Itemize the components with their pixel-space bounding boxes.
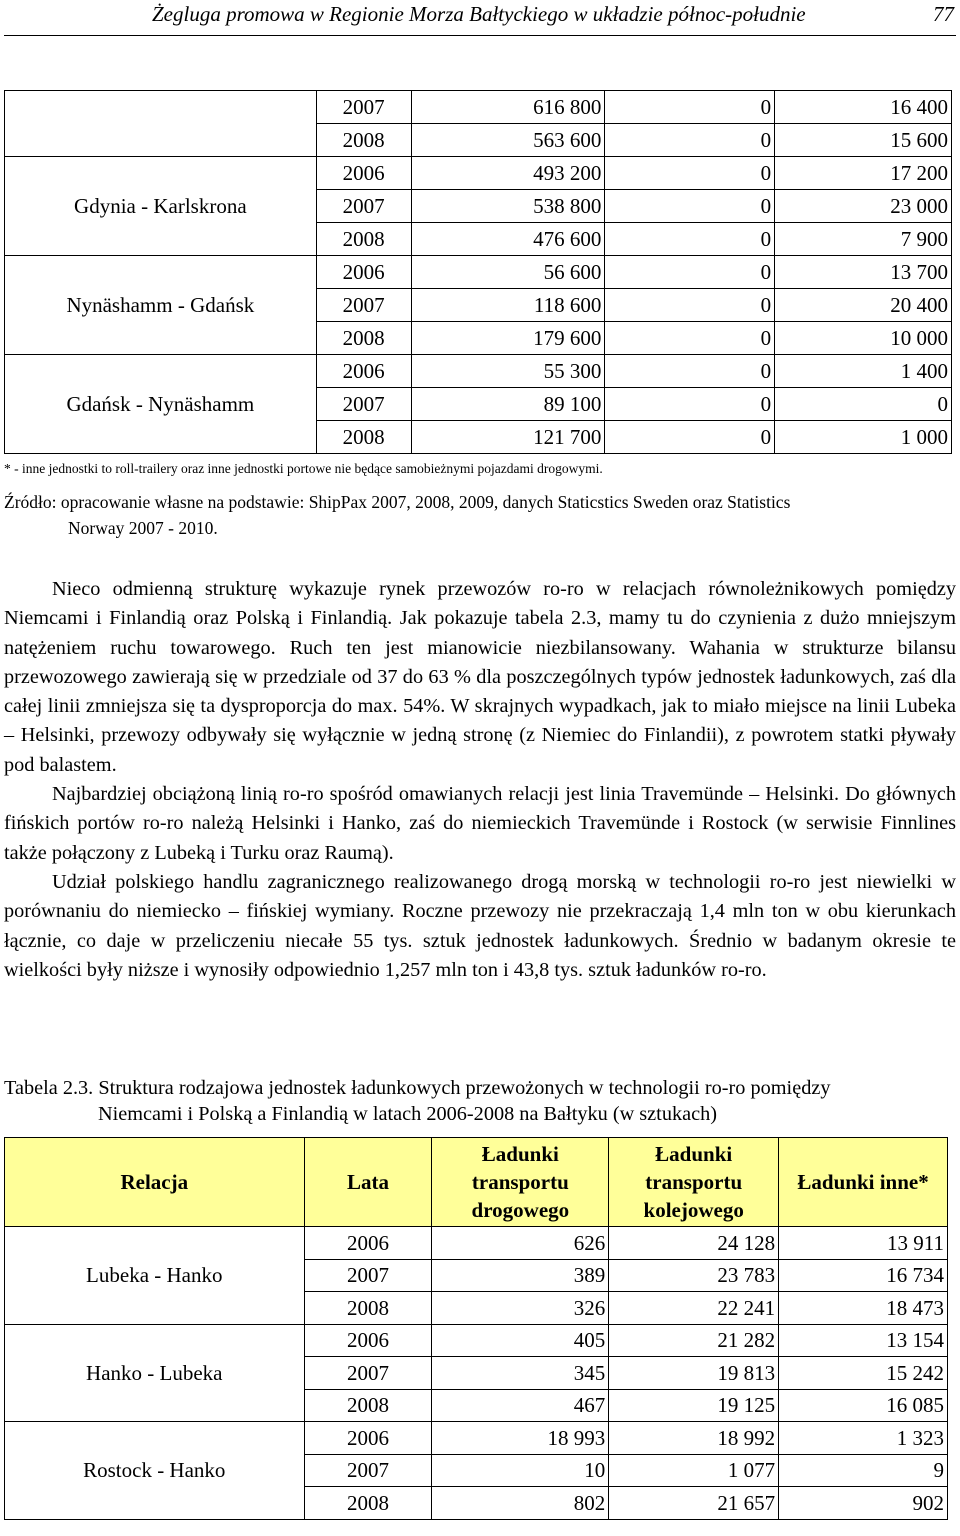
table-cell-value: 1 323 (779, 1422, 948, 1455)
table-cell-year: 2007 (304, 1259, 432, 1292)
column-header: Lata (304, 1138, 432, 1227)
column-header: Relacja (5, 1138, 305, 1227)
table-cell-year: 2008 (304, 1389, 432, 1422)
table-footnote: * - inne jednostki to roll-trailery oraz inne jednostki portowe nie będące samobieżnymi pojazdami drogowymi. (4, 461, 603, 476)
table-cell-value: 0 (605, 289, 775, 322)
table-cell-value: 476 600 (411, 223, 605, 256)
table-cell-value: 0 (605, 256, 775, 289)
table-row (5, 355, 952, 388)
table-cell-year: 2007 (304, 1454, 432, 1487)
paragraph: Najbardziej obciążoną linią ro-ro spośród omawianych relacji jest linia Travemünde – Helsinki. Do głównych fińskich portów ro-ro należą Helsinki i Hanko, zaś do niemieckich Travemünde i Rostock (w serwisie Finnlines także połączony z Lubeką i Turku oraz Raumą). (4, 783, 956, 864)
table-cell-year: 2006 (316, 355, 411, 388)
table-cell-value: 55 300 (411, 355, 605, 388)
table-cargo-structure (4, 1137, 948, 1520)
table-cell-year: 2006 (316, 256, 411, 289)
table-cell-value: 389 (432, 1259, 609, 1292)
page-number: 77 (933, 2, 954, 26)
table-cell-year: 2006 (304, 1422, 432, 1455)
table-row (5, 91, 952, 124)
table-cell-value: 21 657 (609, 1487, 779, 1520)
table-cell-year: 2007 (316, 289, 411, 322)
paragraph: Udział polskiego handlu zagranicznego realizowanego drogą morską w technologii ro-ro jest niewielki w porównaniu do niemiecko – fińskiej wymiany. Roczne przewozy nie przekraczają 1,4 mln ton w obu kierunkach łącznie, co daje w przeliczeniu niecałe 55 tys. sztuk jednostek ładunkowych. Średnio w badanym okresie te wielkości były niższe i wynosiły odpowiednio 1,257 mln ton i 43,8 tys. sztuk ładunków ro-ro. (4, 870, 956, 981)
table-cell-value: 467 (432, 1389, 609, 1422)
table-cell-value: 21 282 (609, 1324, 779, 1357)
table-cell-year: 2008 (316, 421, 411, 454)
caption-line: Tabela 2.3. Struktura rodzajowa jednostek ładunkowych przewożonych w technologii ro-ro pomiędzy (4, 1077, 831, 1099)
table-cell-value: 17 200 (775, 157, 952, 190)
table-row (5, 1422, 948, 1455)
header-rule (4, 35, 956, 36)
table-cell-value: 16 085 (779, 1389, 948, 1422)
table-cell-year: 2008 (316, 124, 411, 157)
table-cell-value: 13 700 (775, 256, 952, 289)
table-cell-value: 16 734 (779, 1259, 948, 1292)
table-cell-value: 0 (605, 421, 775, 454)
page-header (0, 0, 960, 40)
table-cell-value: 1 000 (775, 421, 952, 454)
table-row (5, 157, 952, 190)
table-cell-value: 13 911 (779, 1227, 948, 1260)
table-cell-value: 0 (775, 388, 952, 421)
table-cell-value: 538 800 (411, 190, 605, 223)
table-cell-year: 2008 (316, 322, 411, 355)
table-cell-route: Rostock - Hanko (5, 1422, 305, 1520)
table-cell-value: 10 000 (775, 322, 952, 355)
table-row (5, 1324, 948, 1357)
table-cell-value: 10 (432, 1454, 609, 1487)
table-cell-value: 16 400 (775, 91, 952, 124)
table-cell-value: 22 241 (609, 1292, 779, 1325)
table-cell-value: 89 100 (411, 388, 605, 421)
table-cell-value: 179 600 (411, 322, 605, 355)
table-cell-year: 2008 (304, 1292, 432, 1325)
table-cell-route: Lubeka - Hanko (5, 1227, 305, 1325)
table-cell-value: 19 813 (609, 1357, 779, 1390)
table-cell-route: Gdynia - Karlskrona (5, 157, 317, 256)
table-cell-value: 405 (432, 1324, 609, 1357)
source-note (4, 489, 944, 541)
table-cell-route (5, 91, 317, 157)
table-cell-route: Nynäshamm - Gdańsk (5, 256, 317, 355)
caption-line: Niemcami i Polską a Finlandią w latach 2006-2008 na Bałtyku (w sztukach) (98, 1103, 717, 1125)
body-text (4, 575, 956, 985)
table-cell-value: 493 200 (411, 157, 605, 190)
column-header: Ładunki transportu drogowego (432, 1138, 609, 1227)
table-cell-year: 2006 (304, 1324, 432, 1357)
table-cell-value: 23 783 (609, 1259, 779, 1292)
table-cell-value: 0 (605, 355, 775, 388)
table-row (5, 1227, 948, 1260)
table-cell-year: 2006 (316, 157, 411, 190)
table-cell-year: 2007 (304, 1357, 432, 1390)
table-cell-value: 19 125 (609, 1389, 779, 1422)
table-cell-value: 18 473 (779, 1292, 948, 1325)
table-cell-route: Gdańsk - Nynäshamm (5, 355, 317, 454)
table-cell-value: 20 400 (775, 289, 952, 322)
table-cell-value: 0 (605, 223, 775, 256)
table-cell-year: 2008 (316, 223, 411, 256)
column-header: Ładunki inne* (779, 1138, 948, 1227)
table-cell-year: 2007 (316, 190, 411, 223)
table-cell-value: 626 (432, 1227, 609, 1260)
table-cell-value: 902 (779, 1487, 948, 1520)
table-cell-value: 0 (605, 190, 775, 223)
table-cell-value: 121 700 (411, 421, 605, 454)
running-title: Żegluga promowa w Regionie Morza Bałtyckiego w układzie północ-południe (152, 2, 806, 26)
table-cell-value: 0 (605, 124, 775, 157)
table-cell-value: 345 (432, 1357, 609, 1390)
table-routes-continued (4, 90, 952, 454)
table-cell-value: 563 600 (411, 124, 605, 157)
table-cell-year: 2007 (316, 91, 411, 124)
table-cell-value: 18 993 (432, 1422, 609, 1455)
table-cell-value: 118 600 (411, 289, 605, 322)
table-cell-value: 23 000 (775, 190, 952, 223)
table-cell-value: 13 154 (779, 1324, 948, 1357)
table-cell-value: 56 600 (411, 256, 605, 289)
table-cell-year: 2008 (304, 1487, 432, 1520)
source-line: Norway 2007 - 2010. (68, 518, 218, 538)
table-cell-value: 616 800 (411, 91, 605, 124)
table-cell-value: 1 077 (609, 1454, 779, 1487)
table-cell-value: 0 (605, 388, 775, 421)
table-row (5, 256, 952, 289)
table-cell-value: 1 400 (775, 355, 952, 388)
table-cell-route: Hanko - Lubeka (5, 1324, 305, 1422)
table-header-row (5, 1138, 948, 1227)
table-cell-value: 18 992 (609, 1422, 779, 1455)
table-cell-value: 0 (605, 322, 775, 355)
source-line: Źródło: opracowanie własne na podstawie: ShipPax 2007, 2008, 2009, danych Staticstics Sweden oraz Statistics (4, 492, 791, 512)
table-cell-value: 9 (779, 1454, 948, 1487)
table-cell-value: 802 (432, 1487, 609, 1520)
table-cell-value: 15 600 (775, 124, 952, 157)
table-caption (4, 1075, 956, 1127)
table-cell-value: 0 (605, 157, 775, 190)
table-cell-year: 2007 (316, 388, 411, 421)
table-cell-value: 15 242 (779, 1357, 948, 1390)
table-cell-value: 0 (605, 91, 775, 124)
paragraph: Nieco odmienną strukturę wykazuje rynek przewozów ro-ro w relacjach równoleżnikowych pomiędzy Niemcami i Finlandią oraz Polską i Finlandią. Jak pokazuje tabela 2.3, mamy tu do czynienia z dużo mniejszym natężeniem ruchu towarowego. Ruch ten jest mianowicie niezbilansowany. Wahania w strukturze bilansu przewozowego zawierają się w przedziale od 37 do 63 % dla poszczególnych typów jednostek ładunkowych, zaś dla całej linii zmniejsza się ta dysproporcja do max. 54%. W skrajnych wypadkach, jak to miało miejsce na linii Lubeka – Helsinki, przewozy odbywały się wyłącznie w jedną stronę (z Niemiec do Finlandii), z powrotem statki pływały pod balastem. (4, 578, 956, 776)
table-cell-value: 326 (432, 1292, 609, 1325)
table-cell-year: 2006 (304, 1227, 432, 1260)
table-cell-value: 7 900 (775, 223, 952, 256)
table-cell-value: 24 128 (609, 1227, 779, 1260)
column-header: Ładunki transportu kolejowego (609, 1138, 779, 1227)
